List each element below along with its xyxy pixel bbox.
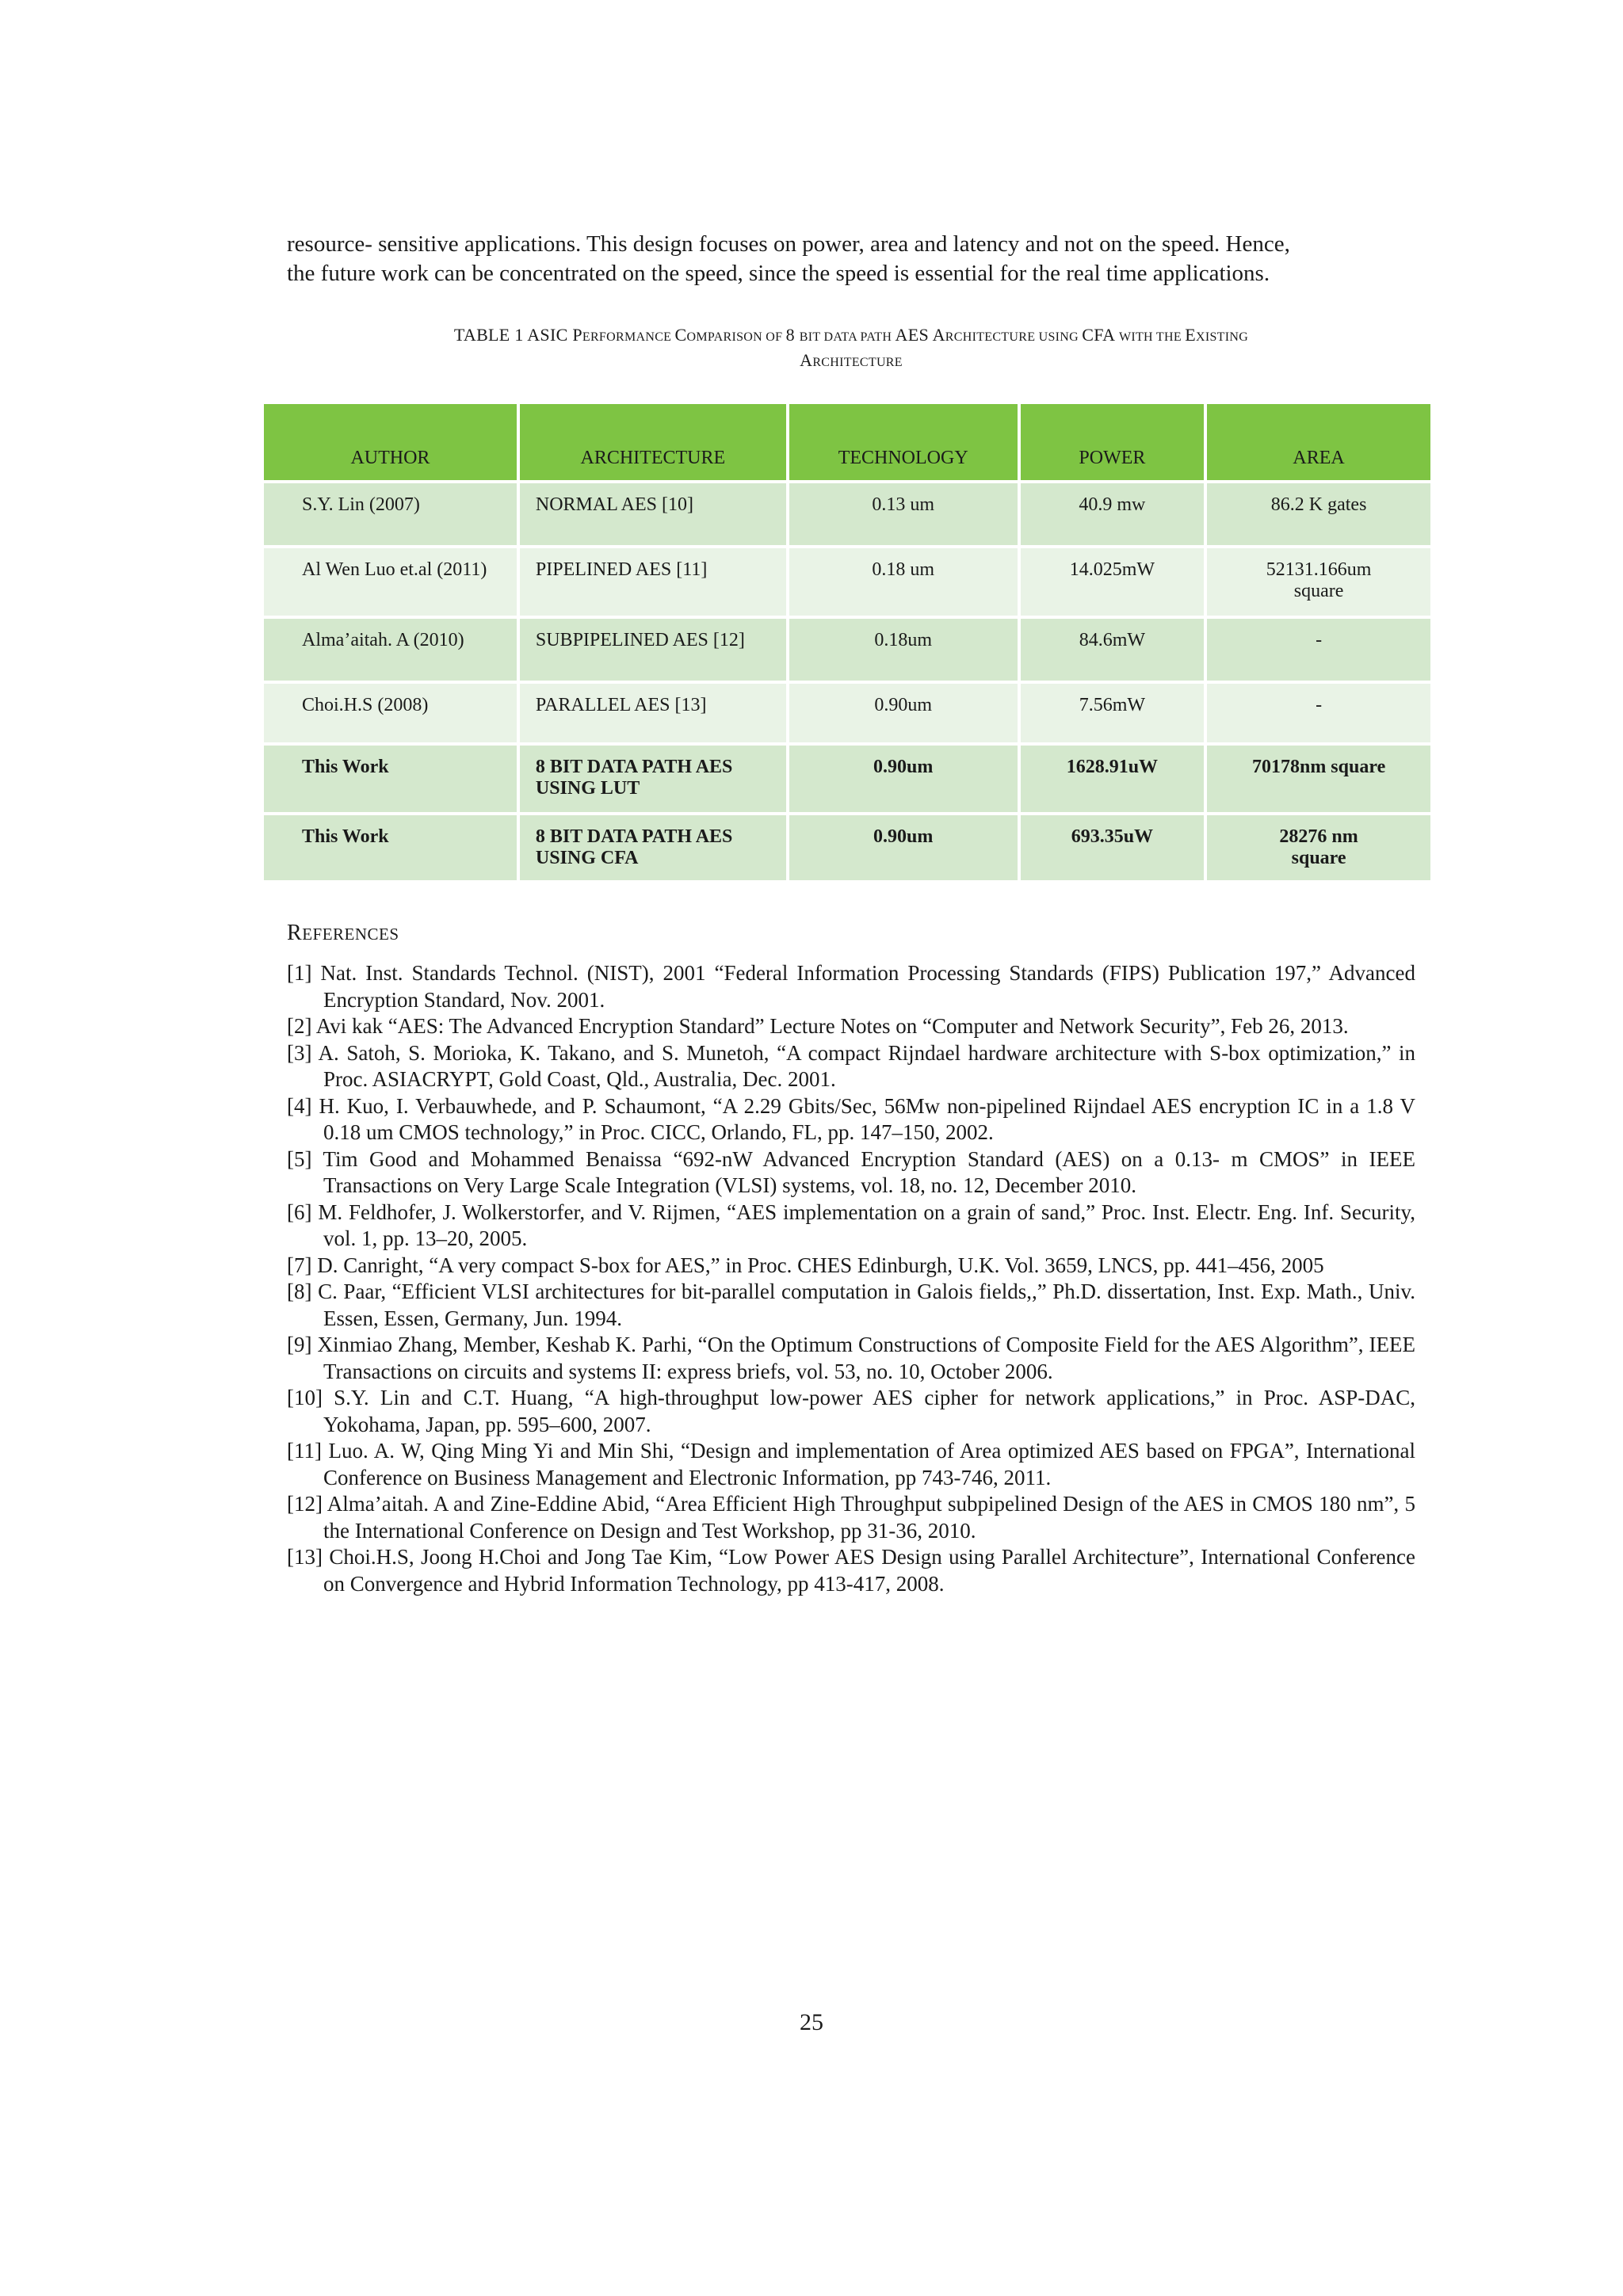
header-area: AREA (1207, 404, 1430, 480)
intro-paragraph (287, 230, 1415, 288)
cell-architecture: PIPELINED AES [11] (520, 548, 786, 616)
cell-technology: 0.13 um (789, 483, 1018, 545)
reference-item: [3] A. Satoh, S. Morioka, K. Takano, and S. Munetoh, “A compact Rijndael hardware architecture with S-box optimization,” in Proc. ASIACRYPT, Gold Coast, Qld., Australia, Dec. 2001. (287, 1040, 1415, 1091)
references-list (287, 960, 1415, 1597)
cell-author: Al Wen Luo et.al (2011) (264, 548, 517, 616)
cell-power: 84.6mW (1021, 619, 1205, 681)
cell-power: 40.9 mw (1021, 483, 1205, 545)
caption-text: TABLE 1 ASIC P (453, 325, 582, 345)
table-row (264, 684, 1430, 742)
table-header-row (264, 404, 1430, 480)
cell-power: 7.56mW (1021, 684, 1205, 742)
reference-item: [4] H. Kuo, I. Verbauwhede, and P. Schaumont, “A 2.29 Gbits/Sec, 56Mw non-pipelined Rijndael AES encryption IC in a 1.8 V 0.18 um CMOS technology,” in Proc. CICC, Orlando, FL, pp. 147–150, 2002. (287, 1093, 1415, 1144)
header-author: AUTHOR (264, 404, 517, 480)
cell-author: S.Y. Lin (2007) (264, 483, 517, 545)
caption-text: WITH THE (1118, 330, 1186, 344)
intro-line-1: resource- sensitive applications. This design focuses on power, area and latency and not on the speed. Hence, (287, 231, 1290, 257)
table-row (264, 483, 1430, 545)
reference-item: [13] Choi.H.S, Joong H.Choi and Jong Tae Kim, “Low Power AES Design using Parallel Architecture”, International Conference on Convergence and Hybrid Information Technology, pp 413-417, 2008. (287, 1545, 1415, 1596)
cell-area: - (1207, 619, 1430, 681)
caption-text: OMPARISON OF (686, 330, 786, 344)
cell-area: - (1207, 684, 1430, 742)
page-number: 25 (800, 2009, 823, 2035)
cell-architecture: PARALLEL AES [13] (520, 684, 786, 742)
reference-item: [9] Xinmiao Zhang, Member, Keshab K. Parhi, “On the Optimum Constructions of Composite Field for the AES Algorithm”, IEEE Transactions on circuits and systems II: express briefs, vol. 53, no. 10, October 2006. (287, 1333, 1415, 1383)
cell-area: 86.2 K gates (1207, 483, 1430, 545)
cell-architecture: 8 BIT DATA PATH AES USING CFA (520, 815, 786, 880)
caption-text: 8 (785, 325, 800, 345)
table-row (264, 815, 1430, 880)
reference-item: [1] Nat. Inst. Standards Technol. (NIST), 2001 “Federal Information Processing Standards (FIPS) Publication 197,” Advanced Encryption Standard, Nov. 2001. (287, 961, 1415, 1012)
caption-text: XISTING (1195, 330, 1249, 344)
cell-area: 70178nm square (1207, 746, 1430, 812)
cell-author: Choi.H.S (2008) (264, 684, 517, 742)
intro-line-2: the future work can be concentrated on the speed, since the speed is essential for the real time applications. (287, 261, 1270, 286)
caption-text: CFA (1082, 325, 1119, 345)
reference-item: [2] Avi kak “AES: The Advanced Encryption Standard” Lecture Notes on “Computer and Network Security”, Feb 26, 2013. (287, 1014, 1349, 1038)
reference-item: [12] Alma’aitah. A and Zine-Eddine Abid, “Area Efficient High Throughput subpipelined Design of the AES in CMOS 180 nm”, 5 the International Conference on Design and Test Workshop, pp 31-36, 2010. (287, 1492, 1415, 1543)
caption-text: A (800, 350, 813, 370)
header-power: POWER (1021, 404, 1205, 480)
caption-text: C (674, 325, 687, 345)
table-row (264, 746, 1430, 812)
performance-table (261, 401, 1434, 883)
cell-author: This Work (264, 746, 517, 812)
caption-text: RCHITECTURE (812, 356, 903, 369)
cell-technology: 0.18 um (789, 548, 1018, 616)
cell-power: 693.35uW (1021, 815, 1205, 880)
cell-technology: 0.90um (789, 815, 1018, 880)
references-heading-initial: R (287, 921, 303, 945)
reference-item: [8] C. Paar, “Efficient VLSI architectures for bit-parallel computation in Galois fields,,” Ph.D. dissertation, Inst. Exp. Math., Univ. Essen, Essen, Germany, Jun. 1994. (287, 1280, 1415, 1330)
caption-text: E (1185, 325, 1196, 345)
table-row (264, 548, 1430, 616)
reference-item: [11] Luo. A. W, Qing Ming Yi and Min Shi, “Design and implementation of Area optimized AES based on FPGA”, International Conference on Business Management and Electronic Information, pp 743-746, 2011. (287, 1439, 1415, 1489)
caption-text: ERFORMANCE (582, 330, 675, 344)
reference-item: [5] Tim Good and Mohammed Benaissa “692-nW Advanced Encryption Standard (AES) on a 0.13- m CMOS” in IEEE Transactions on Very Large Scale Integration (VLSI) systems, vol. 18, no. 12, December 2010. (287, 1146, 1415, 1197)
header-architecture: ARCHITECTURE (520, 404, 786, 480)
cell-architecture: SUBPIPELINED AES [12] (520, 619, 786, 681)
caption-text: AES A (895, 325, 945, 345)
caption-text: RCHITECTURE USING (945, 330, 1083, 344)
reference-item: [7] D. Canright, “A very compact S-box for AES,” in Proc. CHES Edinburgh, U.K. Vol. 3659, LNCS, pp. 441–456, 2005 (287, 1253, 1324, 1277)
cell-area: 52131.166um square (1207, 548, 1430, 616)
cell-technology: 0.18um (789, 619, 1018, 681)
cell-technology: 0.90um (789, 746, 1018, 812)
cell-architecture: NORMAL AES [10] (520, 483, 786, 545)
cell-architecture: 8 BIT DATA PATH AES USING LUT (520, 746, 786, 812)
cell-power: 1628.91uW (1021, 746, 1205, 812)
references-heading (287, 921, 399, 946)
reference-item: [6] M. Feldhofer, J. Wolkerstorfer, and V. Rijmen, “AES implementation on a grain of sand,” Proc. Inst. Electr. Eng. Inf. Security, vol. 1, pp. 13–20, 2005. (287, 1199, 1415, 1250)
reference-item: [10] S.Y. Lin and C.T. Huang, “A high-throughput low-power AES cipher for network applications,” in Proc. ASP-DAC, Yokohama, Japan, pp. 595–600, 2007. (287, 1386, 1415, 1436)
table-caption (287, 323, 1415, 374)
header-technology: TECHNOLOGY (789, 404, 1018, 480)
table-row (264, 619, 1430, 681)
cell-technology: 0.90um (789, 684, 1018, 742)
cell-author: This Work (264, 815, 517, 880)
caption-text: BIT DATA PATH (799, 330, 896, 344)
cell-power: 14.025mW (1021, 548, 1205, 616)
cell-author: Alma’aitah. A (2010) (264, 619, 517, 681)
references-heading-rest: EFERENCES (302, 925, 399, 944)
cell-area: 28276 nm square (1207, 815, 1430, 880)
